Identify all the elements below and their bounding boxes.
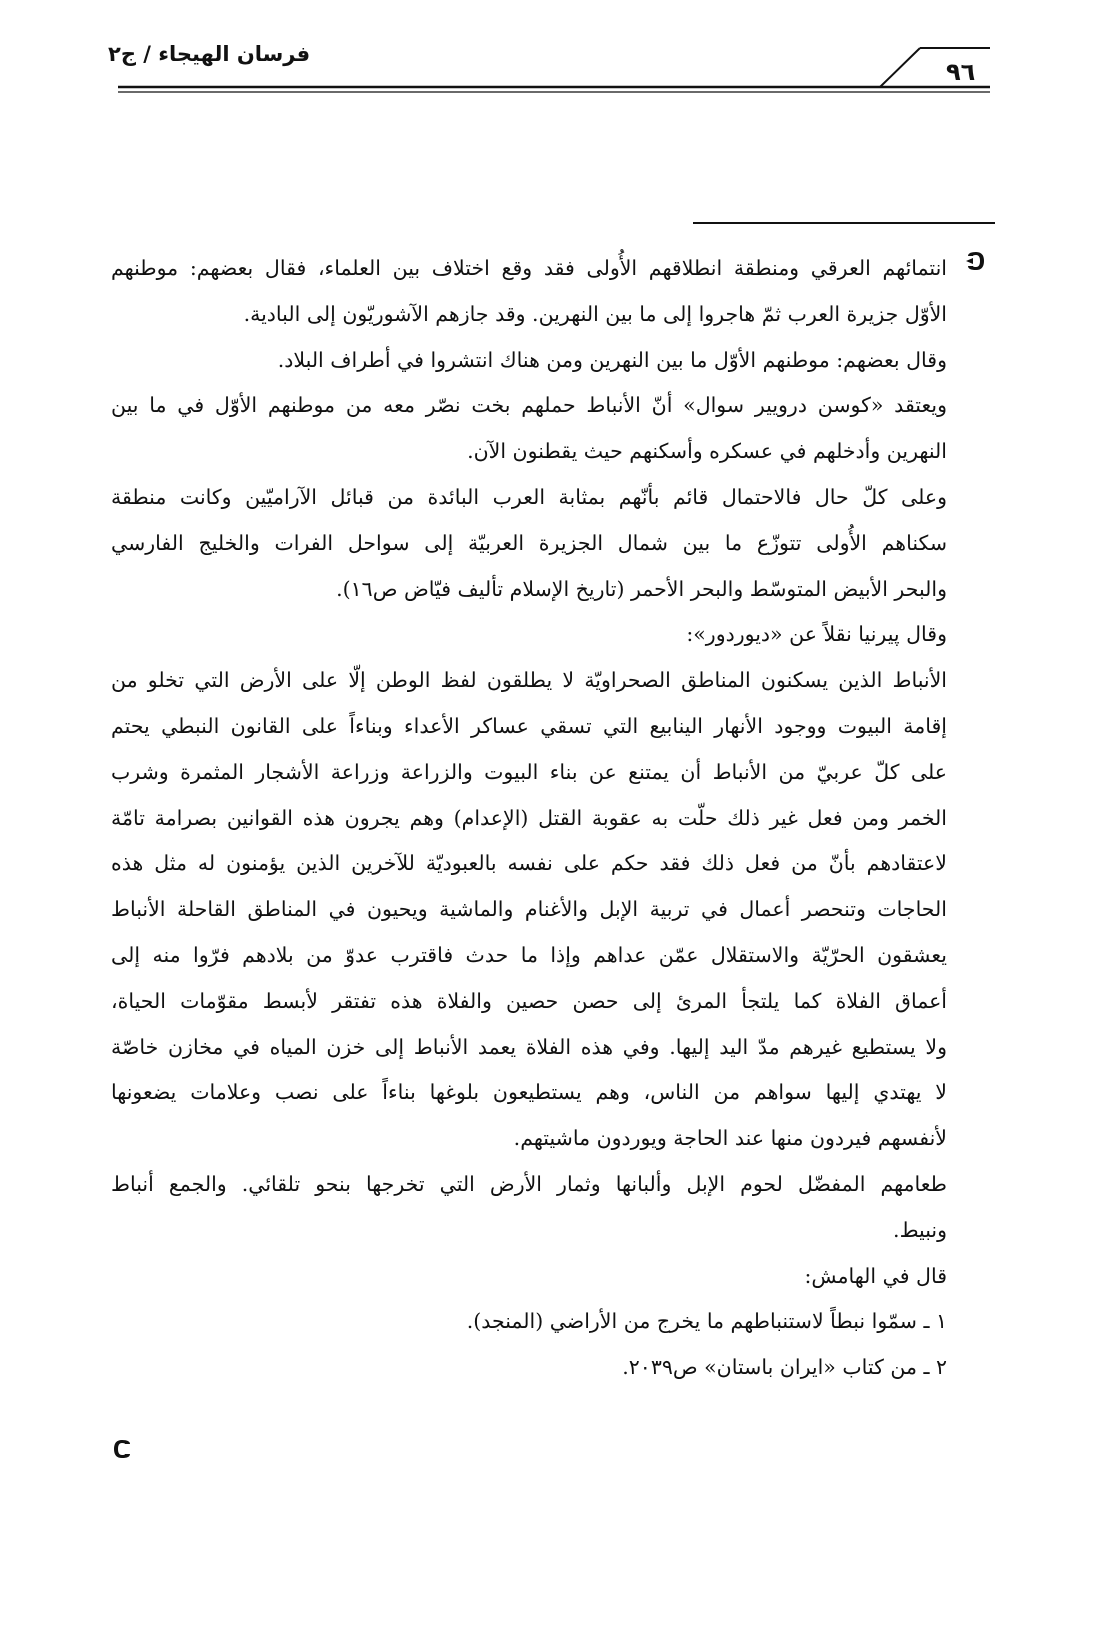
footnote-line: لأنفسهم فيردون منها عند الحاجة ويوردون ماشيتهم. — [513, 1126, 947, 1151]
footnote-line: الأوّل جزيرة العرب ثمّ هاجروا إلى ما بين النهرين. وقد جازهم الآشوريّون إلى البادية. — [243, 301, 947, 326]
footnote-line: وقال بعضهم: موطنهم الأوّل ما بين النهرين ومن هناك انتشروا في أطراف البلاد. — [277, 347, 947, 372]
footnote-body — [111, 246, 947, 1391]
footnote-line: انتمائهم العرقي ومنطقة انطلاقهم الأُولى فقد وقع اختلاف بين العلماء، فقال بعضهم: موطنهم — [111, 256, 947, 280]
footnote-line: لاعتقادهم بأنّ من فعل ذلك فقد حكم على نفسه بالعبوديّة للآخرين الذين يؤمنون له مثل هذه — [111, 851, 947, 876]
footnote-line: الأنباط الذين يسكنون المناطق الصحراويّة لا يطلقون لفظ الوطن إلّا على الأرض التي تخلو من — [111, 668, 947, 693]
footnote-line: لا يهتدي إليها سواهم من الناس، وهم يستطيعون بلوغها بناءاً على نصب وعلامات يضعونها — [111, 1080, 947, 1105]
footnote-line: ونبيط. — [893, 1217, 947, 1242]
footnote-line: يعشقون الحرّيّة والاستقلال عمّن عداهم وإذا ما حدث فاقترب عدوّ من بلادهم فرّوا منه إلى — [111, 942, 947, 967]
footnote-line: على كلّ عربيّ من الأنباط أن يمتنع عن بناء البيوت والزراعة وزراعة الأشجار المثمرة وشرب — [111, 759, 947, 784]
footnote-line: أعماق الفلاة كما يلتجأ المرئ إلى حصن حصين والفلاة هذه تفتقر لأبسط مقوّمات الحياة، — [111, 988, 947, 1013]
footnote-line: وعلى كلّ حال فالاحتمال قائم بأنّهم بمثابة العرب البائدة من قبائل الآراميّين وكانت منطقة — [111, 484, 947, 509]
footnote-line: والبحر الأبيض المتوسّط والبحر الأحمر (تاريخ الإسلام تأليف فيّاض ص١٦). — [336, 576, 947, 601]
footnote-line: قال في الهامش: — [804, 1263, 947, 1288]
running-header-title: فرسان الهيجاء / ج٢ — [108, 42, 311, 66]
footnote-line: الخمر ومن فعل غير ذلك حلّت به عقوبة القتل (الإعدام) وهم يجرون هذه القوانين بصرامة تامّة — [111, 805, 947, 830]
footnote-line: إقامة البيوت ووجود الأنهار الينابيع التي تسقي عساكر الأعداء وبناءاً على القانون النبطي يحتم — [111, 713, 947, 738]
footnote-line: ٢ ـ من كتاب «ايران باستان» ص٢٠٣٩. — [622, 1355, 947, 1380]
footnote-line: ١ ـ سمّوا نبطاً لاستنباطهم ما يخرج من الأراضي (المنجد). — [466, 1309, 947, 1334]
footnote-line: وقال پيرنيا نقلاً عن «ديوردور»: — [686, 622, 947, 647]
footnote-separator — [693, 222, 995, 224]
page-number: ٩٦ — [946, 58, 976, 86]
continuation-arrow-icon — [965, 250, 987, 272]
footnote-end-marker-icon — [111, 1438, 133, 1460]
footnote-line: سكناهم الأُولى تتوزّع ما بين شمال الجزيرة العربيّة إلى سواحل الفرات والخليج الفارسي — [111, 530, 947, 555]
footnote-line: النهرين وأدخلهم في عسكره وأسكنهم حيث يقطنون الآن. — [467, 439, 947, 464]
footnote-line: ويعتقد «كوسن درويير سوال» أنّ الأنباط حملهم بخت نصّر معه من موطنهم الأوّل في ما بين — [111, 393, 947, 418]
footnote-line: طعامهم المفضّل لحوم الإبل وألبانها وثمار الأرض التي تخرجها بنحو تلقائي. والجمع أنباط — [111, 1171, 947, 1196]
footnote-line: ولا يستطيع غيرهم مدّ اليد إليها. وفي هذه الفلاة يعمد الأنباط إلى خزن المياه في مخازن خاصّة — [111, 1034, 947, 1059]
footnote-line: الحاجات وتنحصر أعمال في تربية الإبل والأغنام والماشية ويحيون في المناطق القاحلة الأنباط — [111, 897, 947, 922]
